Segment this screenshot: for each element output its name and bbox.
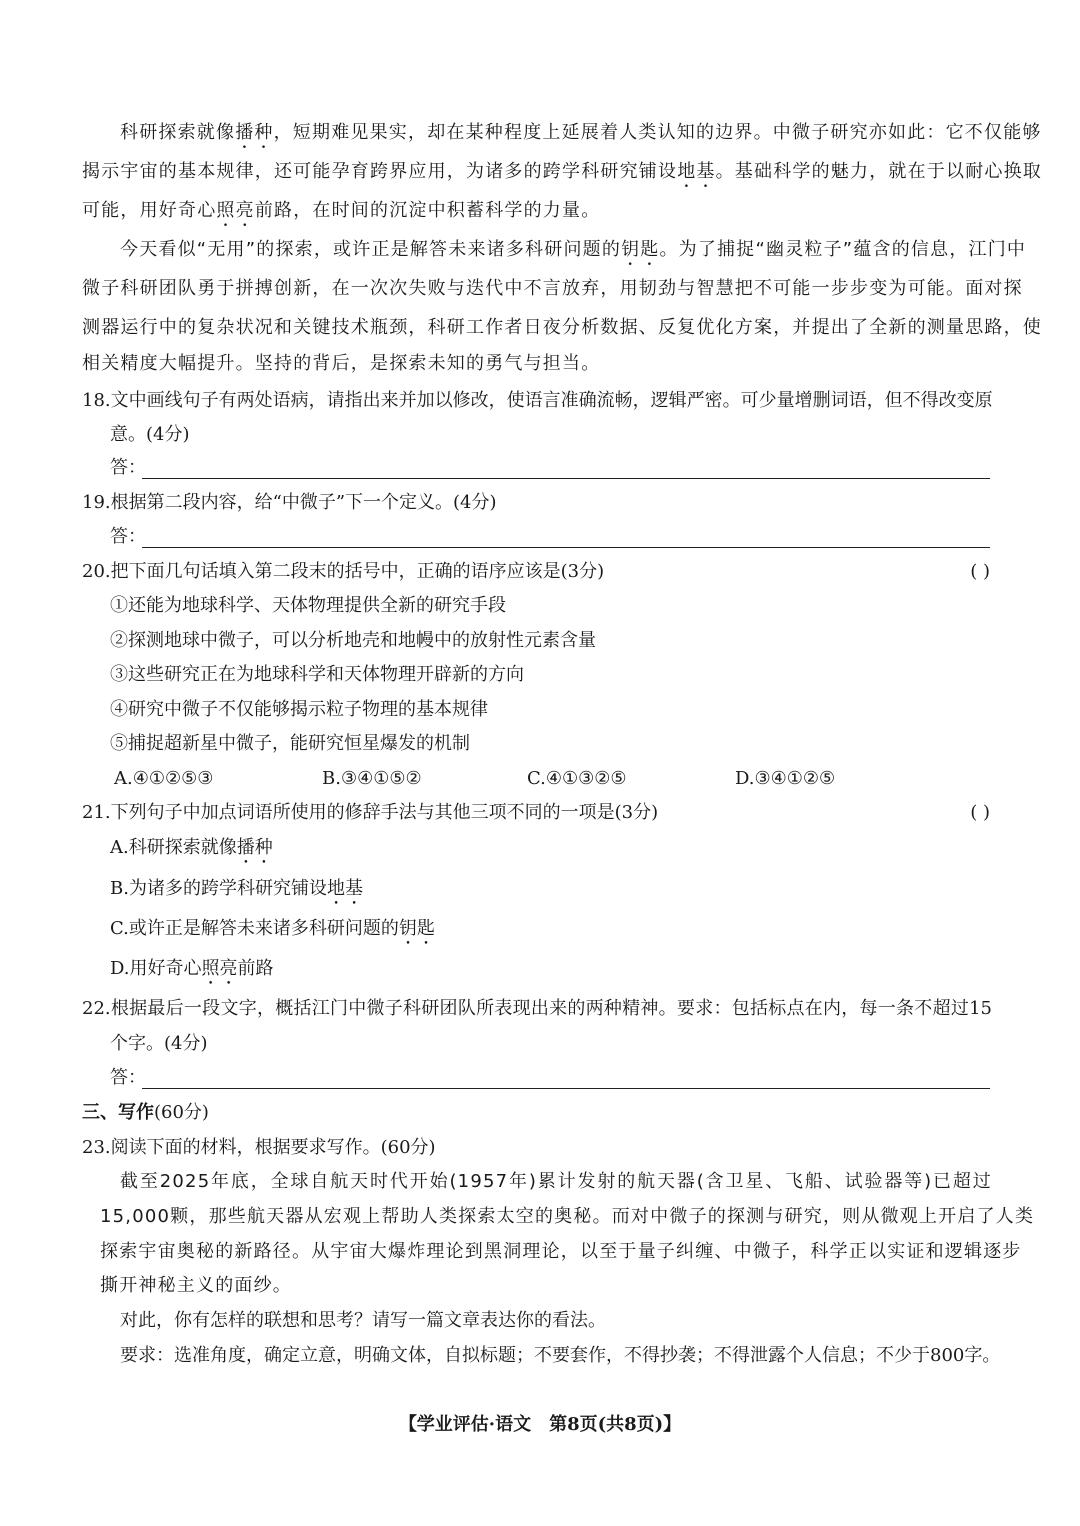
q22-stem-line1: 22.根据最后一段文字，概括江门中微子科研团队所表现出来的两种精神。要求：包括标点在内，每一条不超过15 xyxy=(82,998,992,1019)
dotted-word: 照亮 xyxy=(201,958,238,979)
answer-label: 答： xyxy=(110,526,146,547)
q23-requirement: 要求：选准角度，确定立意，明确文体，自拟标题；不要套作，不得抄袭；不得泄露个人信息；不少于800字。 xyxy=(120,1345,1001,1366)
passage-p1-line2: 揭示宇宙的基本规律，还可能孕育跨界应用，为诸多的跨学科研究铺设地基。基础科学的魅力，就在于以耐心换取 xyxy=(82,161,1043,182)
q21-stem: 21.下列句子中加点词语所使用的修辞手法与其他三项不同的一项是(3分) ( ) xyxy=(82,802,990,823)
dotted-word-yaoshi: 钥匙 xyxy=(621,239,660,260)
answer-line[interactable] xyxy=(142,547,990,548)
q20-option-c[interactable]: C.④①③②⑤ xyxy=(527,768,627,789)
passage-p2-line2: 微子科研团队勇于拼搏创新，在一次次失败与迭代中不言放弃，用韧劲与智慧把不可能一步步变为可能。面对探 xyxy=(82,278,1023,299)
q21-option-a[interactable]: A.科研探索就像播种 xyxy=(110,837,273,858)
q23-stem: 23.阅读下面的材料，根据要求写作。(60分) xyxy=(82,1137,436,1158)
answer-paren[interactable]: ( ) xyxy=(970,561,990,582)
q19-stem: 19.根据第二段内容，给“中微子”下一个定义。(4分) xyxy=(82,492,497,513)
page-footer: 【学业评估·语文 第8页(共8页)】 xyxy=(398,1414,682,1435)
passage-p1-line1: 科研探索就像播种，短期难见果实，却在某种程度上延展着人类认知的边界。中微子研究亦如此：它不仅能够 xyxy=(120,122,1042,143)
q20-item-4: ④研究中微子不仅能够揭示粒子物理的基本规律 xyxy=(110,699,488,720)
q18-stem-line2: 意。(4分) xyxy=(110,424,190,445)
passage-p2-line3: 测器运行中的复杂状况和关键技术瓶颈，科研工作者日夜分析数据、反复优化方案，并提出了全新的测量思路，使 xyxy=(82,317,1042,338)
q23-prompt: 对此，你有怎样的联想和思考？请写一篇文章表达你的看法。 xyxy=(120,1310,606,1331)
q20-item-5: ⑤捕捉超新星中微子，能研究恒星爆发的机制 xyxy=(110,733,470,754)
q21-option-c[interactable]: C.或许正是解答未来诸多科研问题的钥匙 xyxy=(110,918,435,939)
passage-p2-line1: 今天看似“无用”的探索，或许正是解答未来诸多科研问题的钥匙。为了捕捉“幽灵粒子”蕴含的信息，江门中 xyxy=(120,239,1027,260)
q23-material-line4: 撕开神秘主义的面纱。 xyxy=(100,1275,292,1296)
q19-answer-row[interactable] xyxy=(110,525,990,551)
q23-material-line1: 截至2025年底，全球自航天时代开始(1957年)累计发射的航天器(含卫星、飞船、试验器等)已超过 xyxy=(120,1171,992,1192)
answer-paren[interactable]: ( ) xyxy=(970,802,990,823)
q20-stem: 20.把下面几句话填入第二段末的括号中，正确的语序应该是(3分) ( ) xyxy=(82,561,990,582)
q20-item-1: ①还能为地球科学、天体物理提供全新的研究手段 xyxy=(110,595,506,616)
q22-stem-line2: 个字。(4分) xyxy=(110,1033,208,1054)
answer-label: 答： xyxy=(110,457,146,478)
q20-item-3: ③这些研究正在为地球科学和天体物理开辟新的方向 xyxy=(110,664,524,685)
passage-p2-line4: 相关精度大幅提升。坚持的背后，是探索未知的勇气与担当。 xyxy=(82,353,601,374)
q20-item-2: ②探测地球中微子，可以分析地壳和地幔中的放射性元素含量 xyxy=(110,630,596,651)
answer-line[interactable] xyxy=(142,1088,990,1089)
dotted-word-zhaoliang: 照亮 xyxy=(216,200,255,221)
q20-option-a[interactable]: A.④①②⑤③ xyxy=(114,768,214,789)
section-writing-heading: 三、写作(60分) xyxy=(82,1102,209,1123)
dotted-word: 钥匙 xyxy=(398,918,435,939)
q23-material-line2: 15,000颗，那些航天器从宏观上帮助人类探索太空的奥秘。而对中微子的探测与研究，则从微观上开启了人类 xyxy=(100,1206,1035,1227)
q18-stem-line1: 18.文中画线句子有两处语病，请指出来并加以修改，使语言准确流畅，逻辑严密。可少量增删词语，但不得改变原 xyxy=(82,390,993,411)
q20-option-d[interactable]: D.③④①②⑤ xyxy=(735,768,836,789)
answer-label: 答： xyxy=(110,1067,146,1088)
q23-material-line3: 探索宇宙奥秘的新路径。从宇宙大爆炸理论到黑洞理论，以至于量子纠缠、中微子，科学正以实证和逻辑逐步 xyxy=(100,1241,1022,1262)
dotted-word: 地基 xyxy=(326,878,363,899)
dotted-word-bozhong: 播种 xyxy=(235,122,274,143)
q21-option-b[interactable]: B.为诸多的跨学科研究铺设地基 xyxy=(110,878,363,899)
q22-answer-row[interactable] xyxy=(110,1066,990,1092)
answer-line[interactable] xyxy=(142,478,990,479)
passage-p1-line3: 可能，用好奇心照亮前路，在时间的沉淀中积蓄科学的力量。 xyxy=(82,200,601,221)
q18-answer-row[interactable] xyxy=(110,456,990,482)
dotted-word-diji: 地基 xyxy=(677,161,716,182)
q20-option-b[interactable]: B.③④①⑤② xyxy=(322,768,422,789)
dotted-word: 播种 xyxy=(236,837,273,858)
q21-option-d[interactable]: D.用好奇心照亮前路 xyxy=(110,958,274,979)
